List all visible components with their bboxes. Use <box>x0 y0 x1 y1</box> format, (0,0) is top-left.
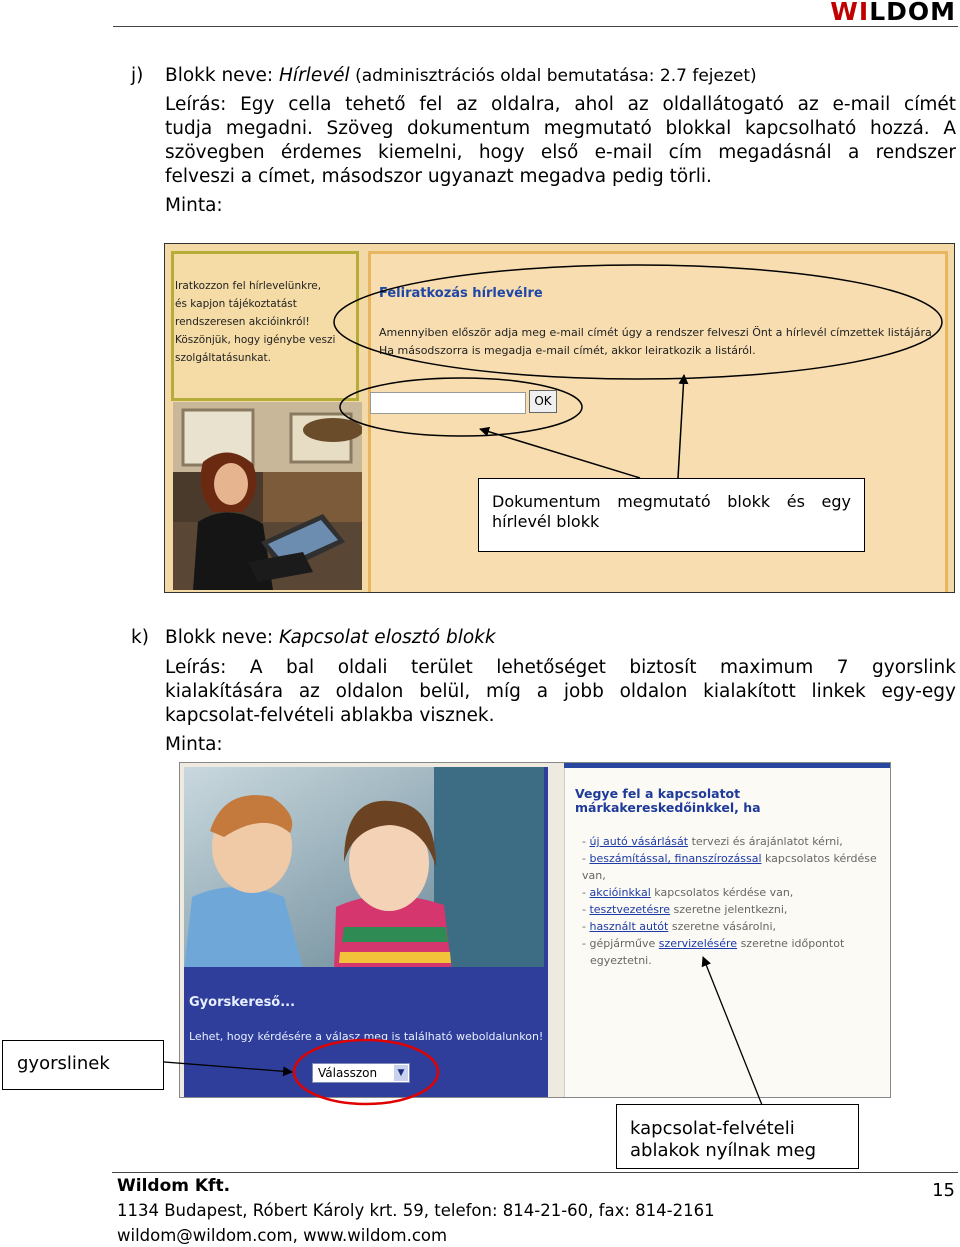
link-description: szeretne jelentkezni, <box>670 903 788 916</box>
logo-black-part: LDOM <box>869 0 956 26</box>
callout-line: Dokumentum megmutató blokk és egy <box>492 492 851 511</box>
callout-line: ablakok nyílnak meg <box>630 1140 817 1161</box>
info-line: Ha másodszorra is megadja e-mail címét, akkor leiratkozik a listáról. <box>379 344 756 357</box>
section-j-sample-label: Minta: <box>165 195 223 216</box>
intro-line: Iratkozzon fel hírlevelünkre, <box>175 280 322 292</box>
callout-line: kapcsolat-felvételi <box>630 1118 795 1139</box>
section-k-marker: k) <box>131 627 149 648</box>
block-name: Hírlevél <box>279 65 350 86</box>
link-test-drive[interactable]: tesztvezetésre <box>589 903 671 916</box>
intro-line: rendszeresen akcióinkról! <box>175 316 310 328</box>
intro-line: Köszönjük, hogy igénybe veszi <box>175 334 336 346</box>
title-prefix: Blokk neve: <box>165 65 280 86</box>
info-line: Amennyiben először adja meg e-mail címét úgy a rendszer felveszi Önt a hírlevél címzettek listájára. <box>379 326 936 339</box>
section-j-marker: j) <box>131 65 144 86</box>
title-suffix: (adminisztrációs oldal bemutatása: 2.7 fejezet) <box>349 66 757 86</box>
logo-red-part: WI <box>830 0 870 26</box>
section-k-desc-line-1: Leírás: A bal oldali terület lehetőséget biztosít maximum 7 gyorslink <box>165 657 956 678</box>
footer-address: 1134 Budapest, Róbert Károly krt. 59, telefon: 814-21-60, fax: 814-2161 <box>117 1201 715 1220</box>
page-number: 15 <box>932 1180 955 1201</box>
link-used-car[interactable]: használt autót <box>589 920 669 933</box>
section-j-desc-line-4: felveszi a címet, másodszor ugyanazt megadva pedig törli. <box>165 166 712 187</box>
newsletter-title: Feliratkozás hírlevélre <box>379 286 543 301</box>
link-new-car[interactable]: új autó vásárlását <box>589 835 689 848</box>
quicklinks-callout: gyorslinek <box>2 1040 164 1090</box>
section-k-desc-line-3: kapcsolat-felvételi ablakba visznek. <box>165 705 495 726</box>
section-j-desc-line-2: tudja megadni. Szöveg dokumentum megmutató blokkal kapcsolható hozzá. A <box>165 118 956 139</box>
chevron-down-icon[interactable]: ▼ <box>394 1065 408 1081</box>
section-k-sample-label: Minta: <box>165 734 223 755</box>
select-highlight-ellipse <box>294 1040 438 1104</box>
link-description: szeretne időpontot <box>737 937 845 950</box>
callout-line: hírlevél blokk <box>492 512 600 531</box>
select-value: Válasszon <box>318 1066 378 1080</box>
section-j-desc-line-3: szövegben érdemes kiemelni, hogy első e-mail cím megadásnál a rendszer <box>165 142 956 163</box>
title-prefix: Blokk neve: <box>165 627 280 648</box>
footer-rule <box>112 1172 958 1173</box>
list-item: - tesztvezetésre szeretne jelentkezni, <box>582 903 788 916</box>
section-k-desc-line-2: kialakítására az oldalon belül, míg a jobb oldalon kialakított linkek egy-egy <box>165 681 956 702</box>
contact-windows-callout <box>616 1104 859 1169</box>
link-description: tervezi és árajánlatot kérni, <box>688 835 843 848</box>
block-name: Kapcsolat elosztó blokk <box>279 627 496 648</box>
footer-contact: wildom@wildom.com, www.wildom.com <box>117 1226 448 1245</box>
list-item: - beszámítással, finanszírozással kapcsolatos kérdése van, <box>582 852 877 882</box>
section-j-desc-line-1: Leírás: Egy cella tehető fel az oldalra, ahol az oldallátogató az e-mail címét <box>165 94 956 115</box>
link-service[interactable]: szervizelésére <box>658 937 738 950</box>
list-item: - használt autót szeretne vásárolni, <box>582 920 777 933</box>
footer-company: Wildom Kft. <box>117 1176 231 1196</box>
link-financing[interactable]: beszámítással, finanszírozással <box>589 852 762 865</box>
list-item: - új autó vásárlását tervezi és árajánlatot kérni, <box>582 835 843 848</box>
link-description: kapcsolatos kérdése van, <box>582 852 877 882</box>
link-description: kapcsolatos kérdése van, <box>650 886 794 899</box>
link-promotions[interactable]: akcióinkkal <box>589 886 651 899</box>
list-item: - akcióinkkal kapcsolatos kérdése van, <box>582 886 794 899</box>
link-description: szeretne vásárolni, <box>668 920 777 933</box>
link-description: egyeztetni. <box>590 954 652 967</box>
link-prefix: gépjárműve <box>589 937 659 950</box>
intro-line: és kapjon tájékoztatást <box>175 298 297 310</box>
arrow-to-links <box>703 957 768 1120</box>
list-item: - gépjárműve szervizelésére szeretne időpontot <box>582 937 845 950</box>
intro-line: szolgáltatásunkat. <box>175 352 272 364</box>
contact-panel-title: Vegye fel a kapcsolatot márkakereskedőinkkel, ha <box>575 786 761 815</box>
ok-button[interactable]: OK <box>529 390 557 413</box>
quicksearch-title: Gyorskereső... <box>189 995 296 1010</box>
quicksearch-text: Lehet, hogy kérdésére a válasz meg is található weboldalunkon! <box>189 1030 544 1043</box>
